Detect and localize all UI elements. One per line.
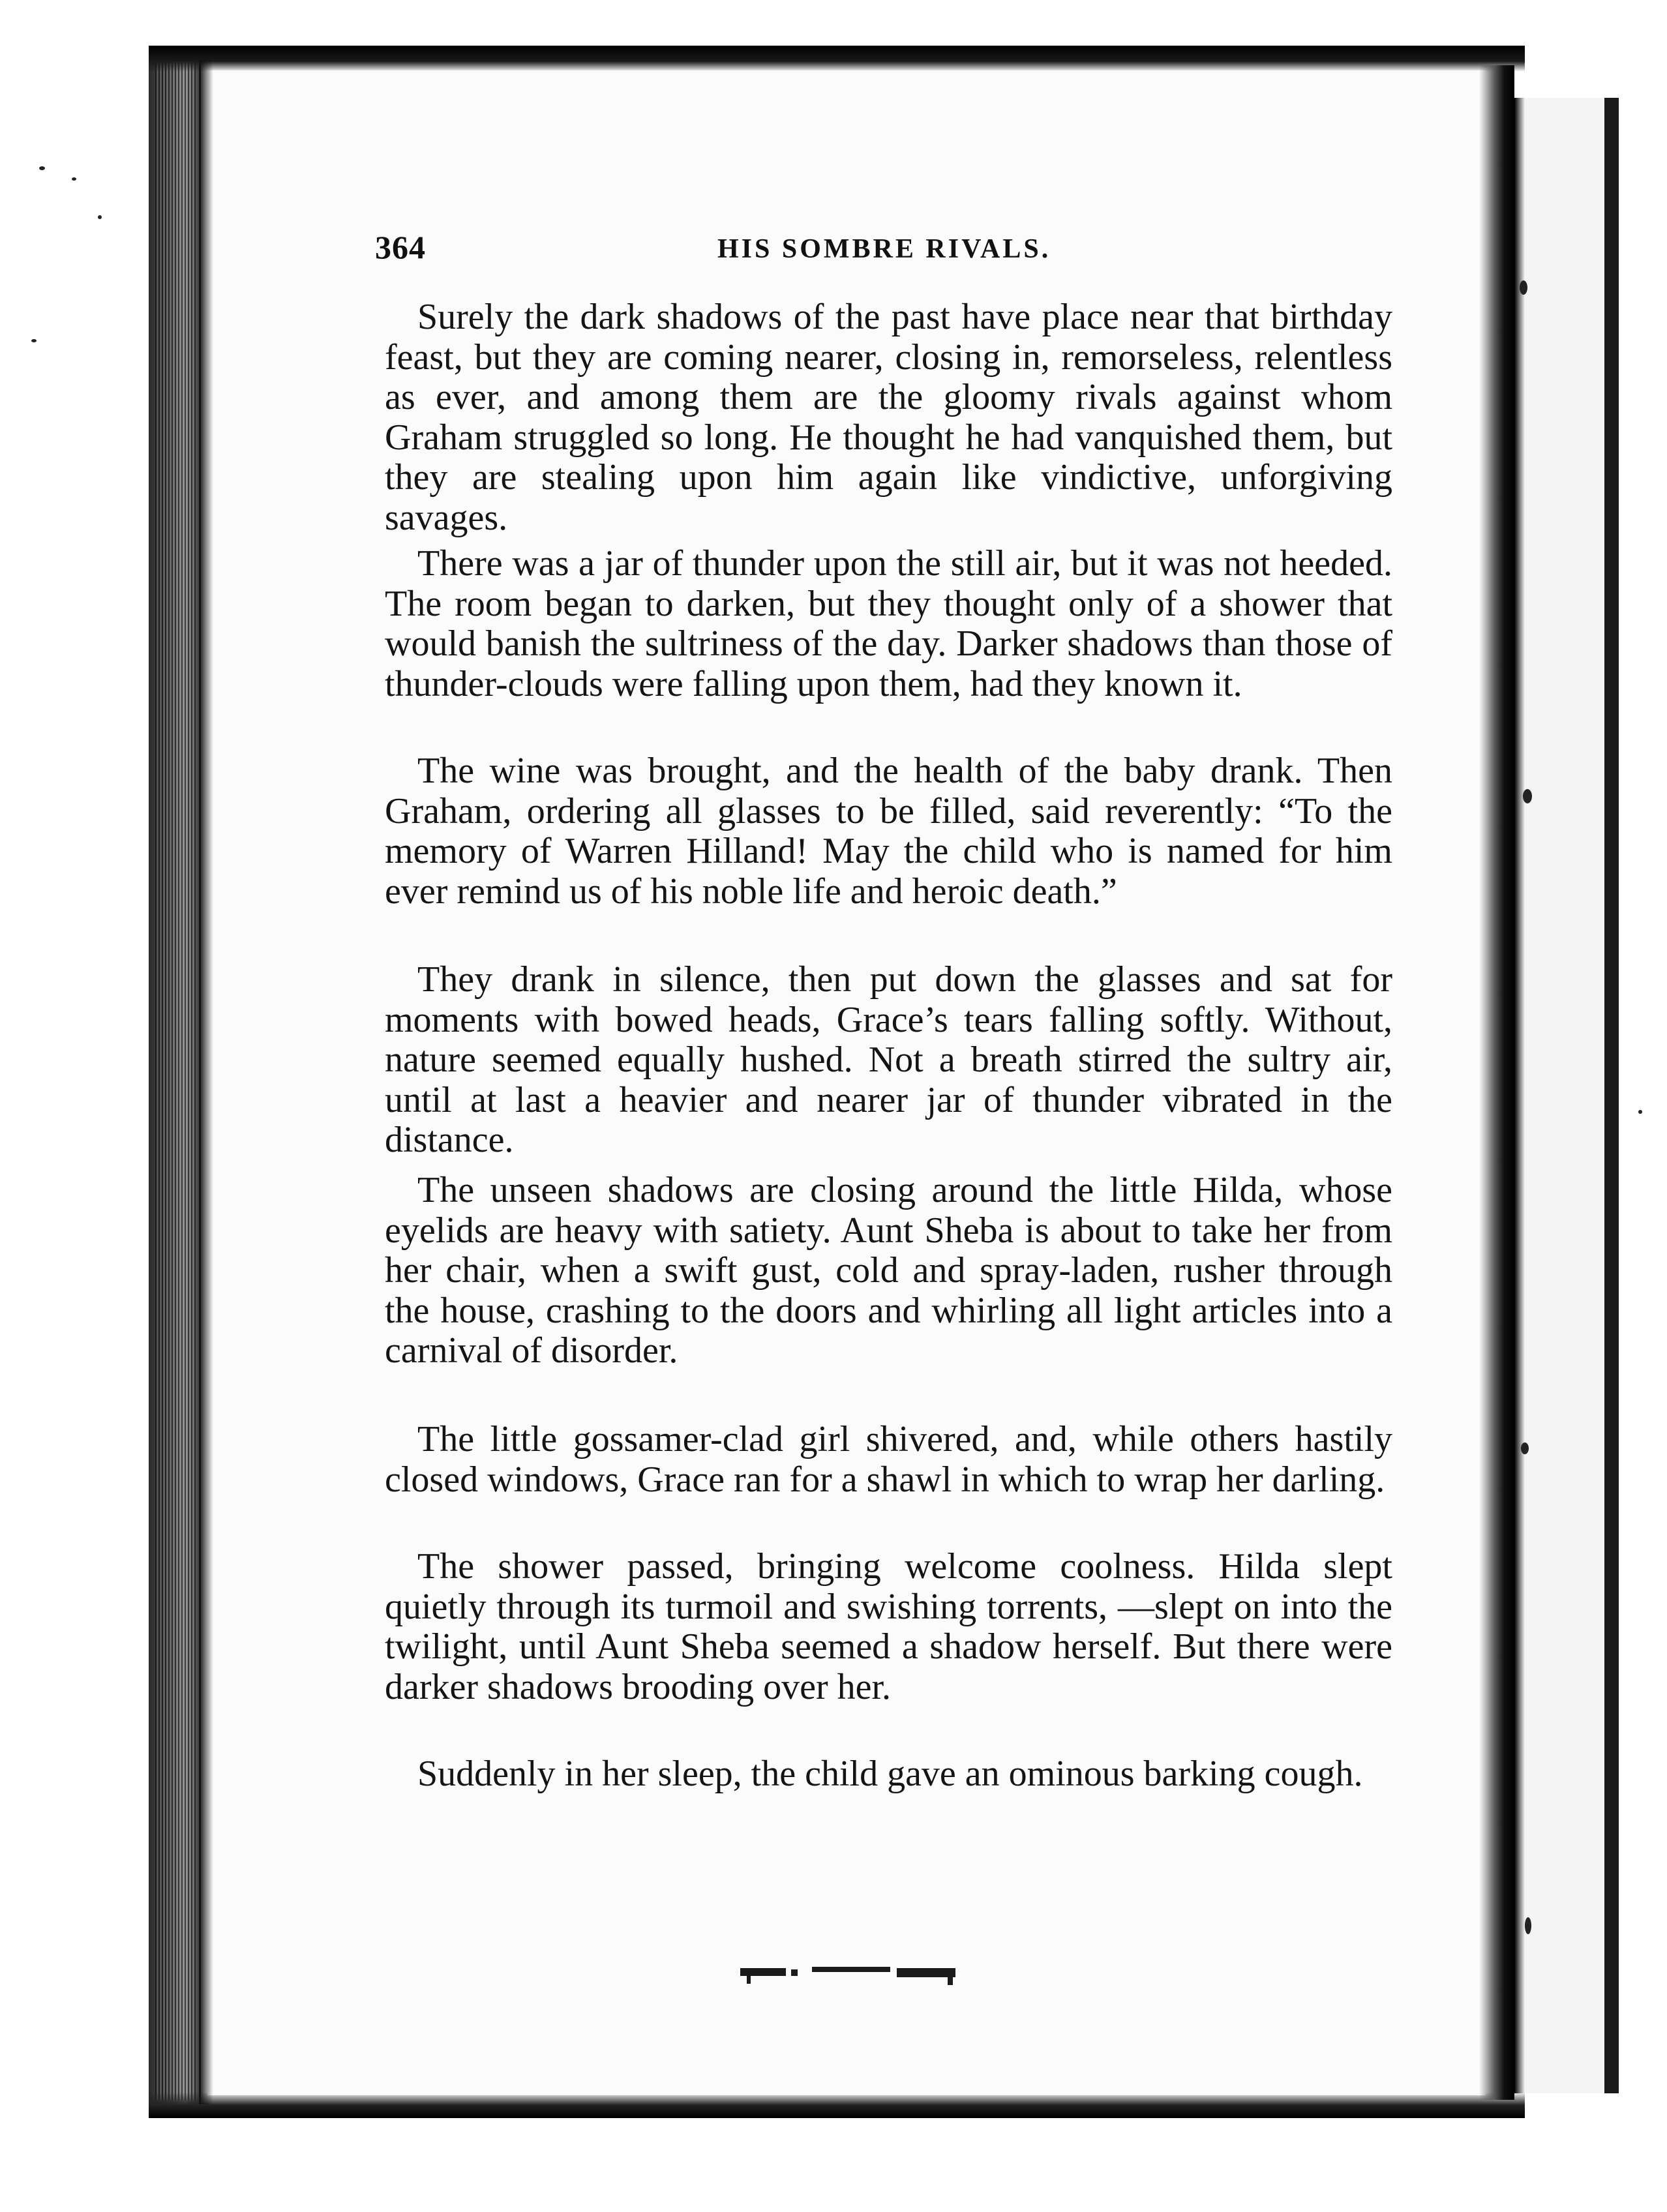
paragraph: Surely the dark shadows of the past have place near that birthday feast, but they are coming nearer, closing in, remorseless, relentless as ever, and among them are the gloomy rivals against whom Graham struggled so long. He thought he had vanquished them, but they are stealing upon him again like vindictive, unforgiving savages. — [385, 297, 1392, 538]
scan-speck — [72, 177, 76, 181]
paragraph: There was a jar of thunder upon the still air, but it was not heeded. The room began to darken, but they thought only of a shower that would banish the sultriness of the day. Darker shadows than those of thunder-clouds were falling upon them, had they known it. — [385, 543, 1392, 704]
scan-speck — [39, 166, 45, 170]
paragraph: Suddenly in her sleep, the child gave an ominous barking cough. — [417, 1754, 1363, 1794]
scan-bottom-border — [149, 2092, 1525, 2118]
scan-speck — [1638, 1110, 1642, 1114]
page-left-shadow — [199, 60, 213, 2104]
end-of-chapter-ornament — [740, 1960, 962, 1986]
page-number: 364 — [375, 229, 426, 265]
scan-speck — [98, 215, 102, 219]
gutter-shadow — [1479, 65, 1514, 2100]
scan-right-border — [1604, 98, 1619, 2093]
facing-page-shadow — [1514, 98, 1525, 2093]
scan-speck — [1525, 1917, 1531, 1934]
facing-page-strip — [1514, 98, 1606, 2093]
scan-speck — [1523, 789, 1532, 803]
scan-speck — [1521, 1442, 1529, 1454]
page-edges-stripes — [155, 63, 196, 2100]
paragraph: The wine was brought, and the health of the baby drank. Then Graham, ordering all glasses to be filled, said reverently: “To the memory of Warren Hilland! May the child who is named for him ever remind us of his noble life and heroic death.” — [385, 751, 1392, 912]
scan-speck — [31, 339, 37, 342]
paragraph: They drank in silence, then put down the glasses and sat for moments with bowed heads, Grace’s tears falling softly. Without, nature seemed equally hushed. Not a breath stirred the sultry air, until at last a heavier and nearer jar of thunder vibrated in the distance. — [385, 959, 1392, 1160]
paragraph: The little gossamer-clad girl shivered, and, while others hastily closed windows, Grace ran for a shawl in which to wrap her darling. — [385, 1419, 1392, 1500]
scan-speck — [1520, 280, 1527, 295]
running-head: HIS SOMBRE RIVALS. — [717, 234, 1051, 264]
paragraph: The unseen shadows are closing around the little Hilda, whose eyelids are heavy with satiety. Aunt Sheba is about to take her from her chair, when a swift gust, cold and spray-laden, rusher through the house, crashing to the doors and whirling all light articles into a carnival of disorder. — [385, 1170, 1392, 1371]
paragraph: The shower passed, bringing welcome coolness. Hilda slept quietly through its turmoil and swishing torrents, —slept on into the twilight, until Aunt Sheba seemed a shadow herself. But there were darker shadows brooding over her. — [385, 1546, 1392, 1707]
scan-top-border — [149, 46, 1525, 72]
